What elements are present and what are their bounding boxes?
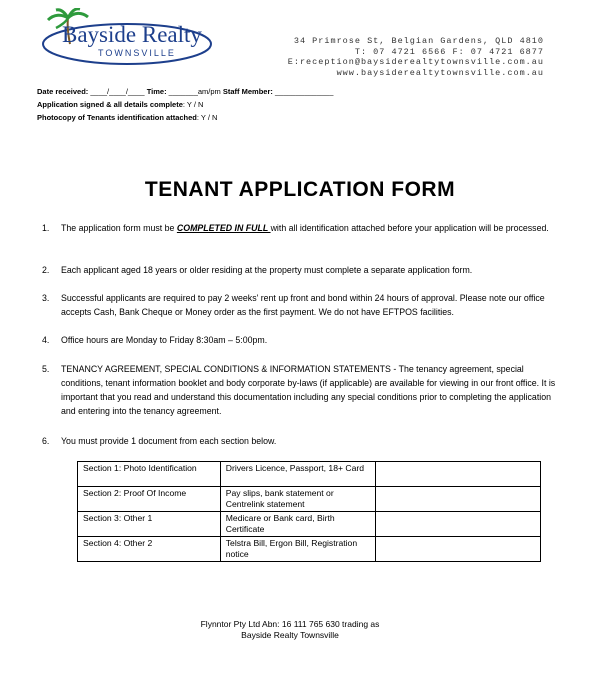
item-number: 1. (42, 223, 50, 233)
section-name-cell: Section 2: Proof Of Income (78, 487, 221, 512)
photocopy-value: : Y / N (196, 113, 218, 122)
signed-label: Application signed & all details complete (37, 100, 183, 109)
logo-name: Bayside Realty (62, 22, 202, 47)
table-row (78, 537, 541, 562)
section-docs-cell: Telstra Bill, Ergon Bill, Registration notice (220, 537, 376, 562)
company-logo (32, 8, 212, 70)
section-docs-cell: Drivers Licence, Passport, 18+ Card (220, 462, 376, 487)
item-number: 2. (42, 265, 50, 275)
section-docs-cell: Pay slips, bank statement or Centrelink statement (220, 487, 376, 512)
document-entry-cell[interactable] (376, 537, 541, 562)
item-text-pre: The application form must be (61, 223, 177, 233)
contact-website: www.baysiderealtytownsville.com.au (336, 67, 544, 78)
logo-subtitle: TOWNSVILLE (98, 48, 176, 58)
section-name-cell: Section 1: Photo Identification (78, 462, 221, 487)
photocopy-label: Photocopy of Tenants identification attached (37, 113, 197, 122)
photocopy-line (37, 113, 217, 122)
page-title: TENANT APPLICATION FORM (144, 178, 456, 201)
document-entry-cell[interactable] (376, 487, 541, 512)
date-label: Date received: (37, 87, 89, 96)
staff-value: ______________ (275, 87, 334, 96)
document-entry-cell[interactable] (376, 512, 541, 537)
table-row (78, 462, 541, 487)
item-number: 5. (42, 364, 50, 374)
list-item-1 (37, 221, 557, 249)
signed-value: : Y / N (182, 100, 204, 109)
date-received-line (37, 87, 333, 96)
item-text: Each applicant aged 18 years or older residing at the property must complete a separate application form. (61, 265, 473, 275)
time-value: _______am/pm (168, 87, 221, 96)
item-text-post: with all identification attached before your application will be processed. (270, 223, 549, 233)
documents-table (77, 461, 541, 562)
staff-label: Staff Member: (222, 87, 273, 96)
document-entry-cell[interactable] (376, 462, 541, 487)
date-value: ____/____/____ (90, 87, 145, 96)
completed-in-full-emphasis: COMPLETED IN FULL (176, 223, 271, 233)
contact-phone: T: 07 4721 6566 F: 07 4721 6877 (354, 46, 544, 57)
item-text: TENANCY AGREEMENT, SPECIAL CONDITIONS & INFORMATION STATEMENTS - The tenancy agreement, special conditions, tenant information booklet and body corporate by-laws (if applicable) are available for viewing in our front office. It is important that you read and understand this documentation including any special conditions prior to completing the application and entering into the tenancy agreement. (61, 364, 556, 416)
item-number: 3. (42, 293, 50, 303)
section-name-cell: Section 4: Other 2 (78, 537, 221, 562)
footer-line-2: Bayside Realty Townsville (241, 630, 339, 640)
footer-line-1: Flynntor Pty Ltd Abn: 16 111 765 630 trading as (200, 619, 380, 629)
table-row (78, 512, 541, 537)
signed-line (37, 100, 203, 109)
section-name-cell: Section 3: Other 1 (78, 512, 221, 537)
contact-block (288, 36, 544, 78)
item-text: Successful applicants are required to pay 2 weeks' rent up front and bond within 24 hours of approval. Please note our office accepts Cash, Bank Cheque or Money order as the first payment. We do not have EFTPOS facilities. (61, 293, 545, 317)
contact-email: E:reception@baysiderealtytownsville.com.au (287, 57, 544, 67)
footer (0, 619, 580, 641)
contact-address: 34 Primrose St, Belgian Gardens, QLD 4810 (293, 36, 544, 46)
item-text: You must provide 1 document from each section below. (61, 436, 277, 446)
section-docs-cell: Medicare or Bank card, Birth Certificate (220, 512, 376, 537)
time-label: Time: (146, 87, 167, 96)
item-text: Office hours are Monday to Friday 8:30am – 5:00pm. (61, 335, 268, 345)
item-text (61, 221, 561, 235)
item-number: 6. (42, 436, 50, 446)
item-number: 4. (42, 335, 50, 345)
table-row (78, 487, 541, 512)
